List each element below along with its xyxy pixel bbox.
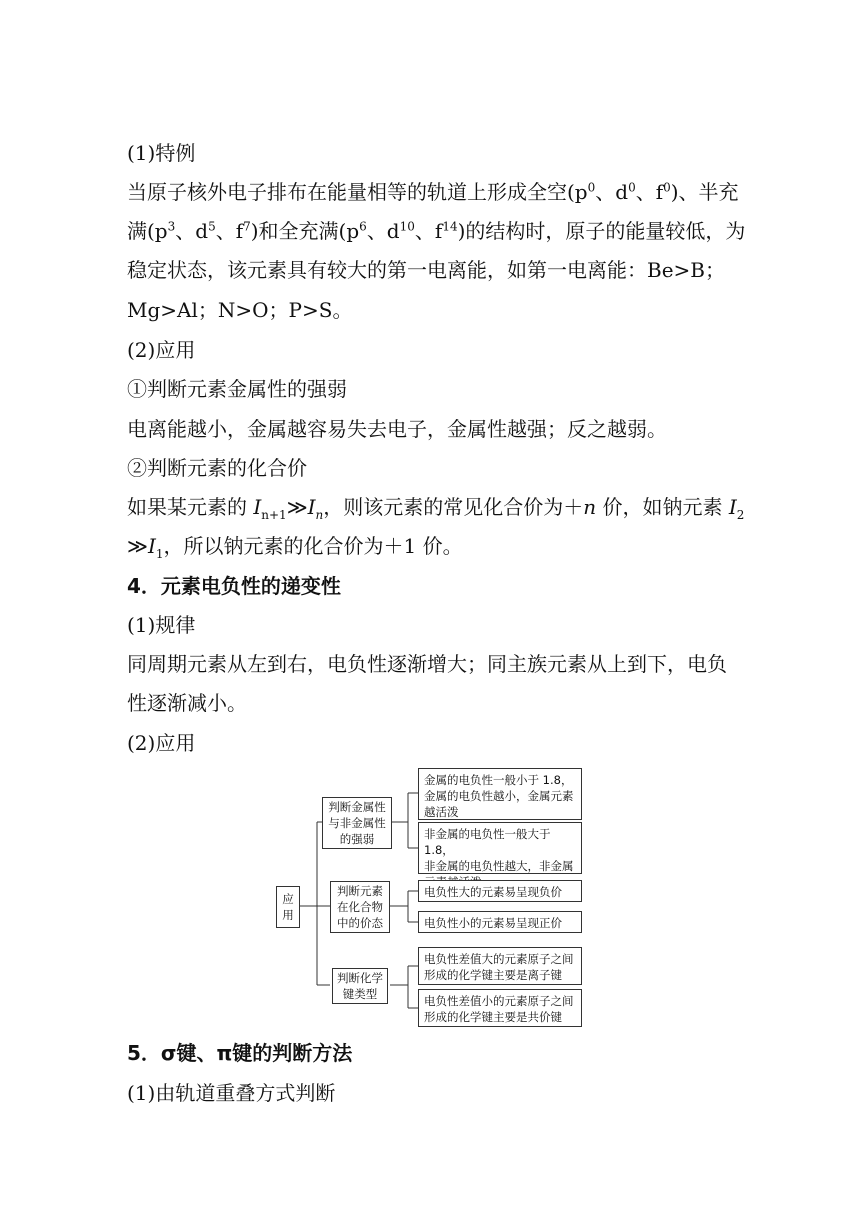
section5-sub-heading: (1)由轨道重叠方式判断 bbox=[127, 1081, 336, 1105]
application-item2-line2: $≫I_1$，所以钠元素的化合价为＋1 价。 bbox=[127, 534, 463, 561]
application-heading: (2)应用 bbox=[127, 338, 196, 362]
application-item1-title: ①判断元素金属性的强弱 bbox=[127, 377, 347, 401]
special-paragraph-line1: 当原子核外电子排布在能量相等的轨道上形成全空($p^0$、$d^0$、$f^0$)、半充 bbox=[127, 180, 739, 204]
special-paragraph-line4: Mg>Al；N>O；P>S。 bbox=[127, 298, 353, 322]
special-paragraph-line3: 稳定状态，该元素具有较大的第一电离能，如第一电离能：Be>B； bbox=[127, 258, 725, 282]
diagram-root-box: 应 用 bbox=[276, 886, 300, 928]
diagram-leaf-metal: 金属的电负性一般小于 1.8， 金属的电负性越小，金属元素 越活泼 bbox=[418, 768, 582, 820]
section4-heading: 4．元素电负性的递变性 bbox=[127, 574, 341, 598]
application-item2-title: ②判断元素的化合价 bbox=[127, 456, 307, 480]
section4-app-heading: (2)应用 bbox=[127, 731, 196, 755]
diagram-leaf-positive-valence: 电负性小的元素易呈现正价 bbox=[418, 911, 582, 933]
diagram-leaf-covalent-bond: 电负性差值小的元素原子之间 形成的化学键主要是共价键 bbox=[418, 989, 582, 1027]
diagram-branch-metallic: 判断金属性 与非金属性 的强弱 bbox=[322, 797, 392, 849]
section4-rule-heading: (1)规律 bbox=[127, 613, 196, 637]
application-item2-line1: 如果某元素的 $I_{n+1}≫I_n$，则该元素的常见化合价为＋n 价，如钠元素 $I_2$ bbox=[127, 495, 745, 522]
application-item1-text: 电离能越小，金属越容易失去电子，金属性越强；反之越弱。 bbox=[127, 417, 667, 441]
special-paragraph-line2: 满($p^3$、$d^5$、$f^7$)和全充满($p^6$、$d^{10}$、$f^{14}$)的结构时，原子的能量较低，为 bbox=[127, 219, 746, 243]
special-heading: (1)特例 bbox=[127, 141, 196, 165]
diagram-leaf-ionic-bond: 电负性差值大的元素原子之间 形成的化学键主要是离子键 bbox=[418, 947, 582, 985]
section4-rule-line1: 同周期元素从左到右，电负性逐渐增大；同主族元素从上到下，电负 bbox=[127, 652, 727, 676]
section4-rule-line2: 性逐渐减小。 bbox=[127, 691, 247, 715]
diagram-leaf-negative-valence: 电负性大的元素易呈现负价 bbox=[418, 880, 582, 902]
diagram-branch-valence: 判断元素 在化合物 中的价态 bbox=[330, 881, 390, 933]
diagram-leaf-nonmetal: 非金属的电负性一般大于 1.8， 非金属的电负性越大，非金属 bbox=[418, 822, 582, 874]
diagram-branch-bond-type: 判断化学 键类型 bbox=[332, 968, 388, 1004]
section5-heading: 5．σ键、π键的判断方法 bbox=[127, 1041, 353, 1065]
